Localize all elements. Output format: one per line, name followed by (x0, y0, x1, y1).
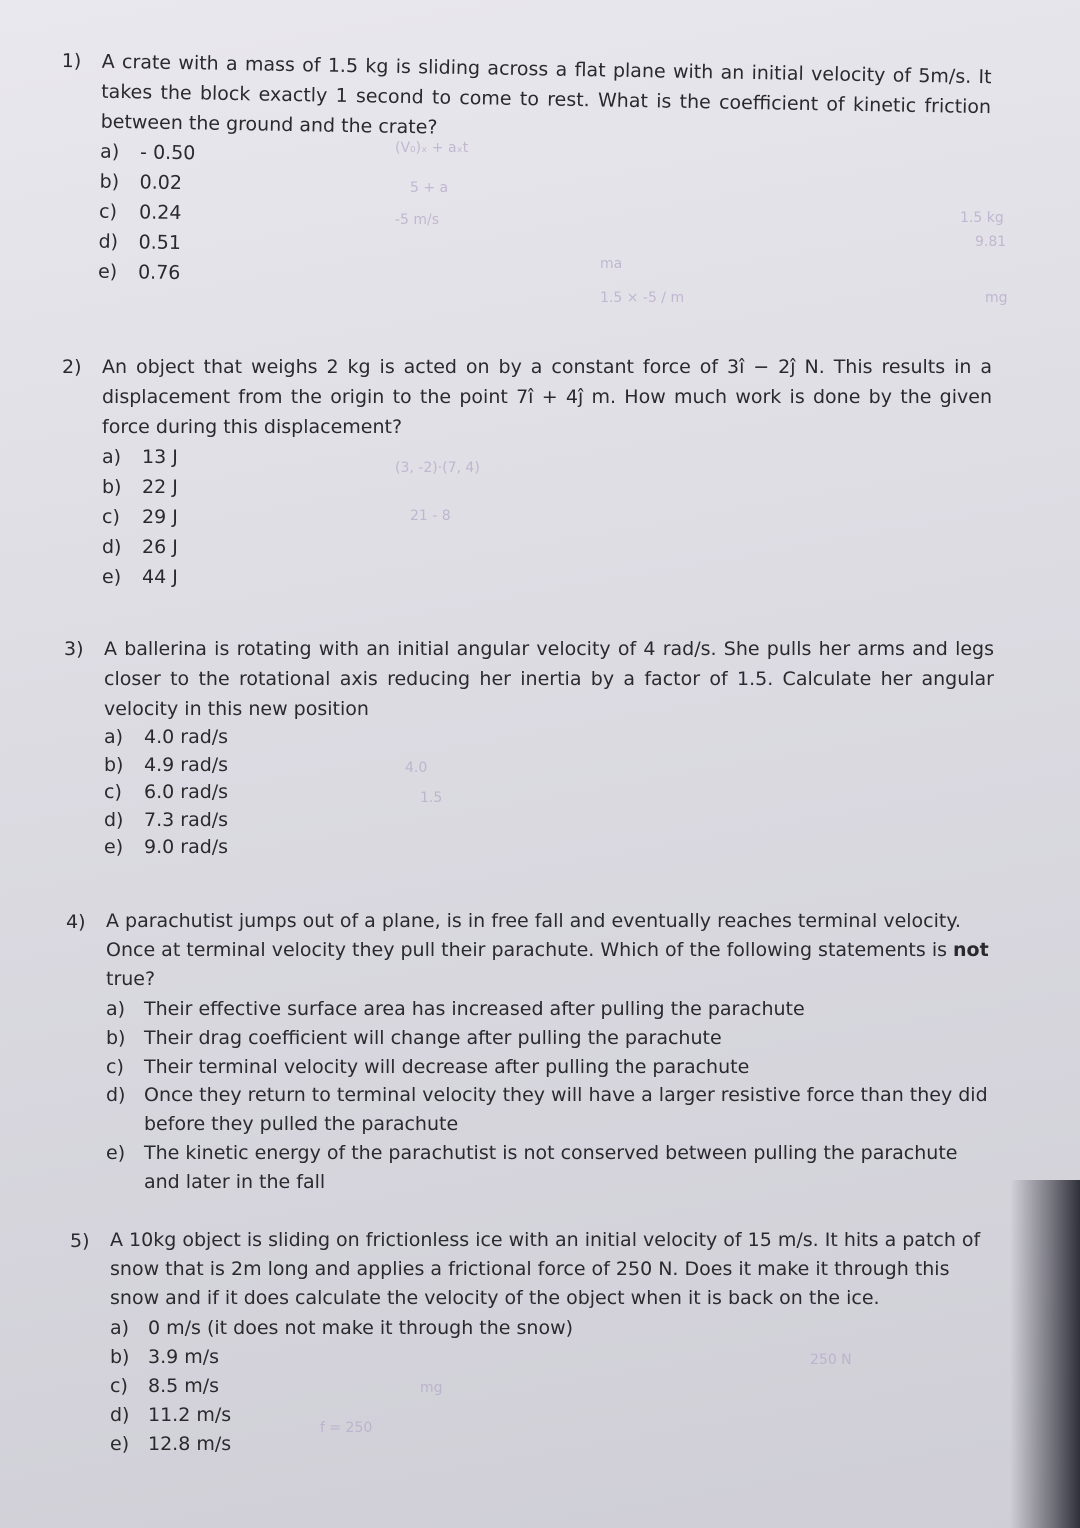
option-text: Their terminal velocity will decrease after pulling the parachute (144, 1056, 750, 1078)
option-letter: b) (110, 1346, 130, 1368)
option-text: 26 J (142, 536, 178, 558)
option-text: 44 J (142, 566, 178, 588)
option-text: Their drag coefficient will change after pulling the parachute (144, 1027, 722, 1049)
option-letter: c) (106, 1056, 124, 1078)
option-text: 4.9 rad/s (144, 753, 229, 776)
option-letter: e) (104, 836, 124, 858)
option-text: 3.9 m/s (148, 1346, 220, 1368)
option-letter: c) (98, 200, 118, 223)
option-text: 0.24 (138, 201, 182, 225)
handwriting-note: f = 250 (320, 1420, 373, 1436)
option-letter: d) (102, 536, 122, 558)
question-4 (66, 907, 996, 1197)
option-letter: d) (104, 808, 124, 831)
question-number: 5) (70, 1230, 90, 1252)
option-letter: d) (106, 1084, 126, 1106)
handwriting-note: 5 + a (410, 180, 449, 196)
answer-options (110, 1313, 1000, 1458)
question-number: 4) (66, 911, 86, 933)
question-text: A 10kg object is sliding on frictionless ice with an initial velocity of 15 m/s. It hits a patch of snow that is 2m long and applies a frictional force of 250 N. Does it make it through this snow and if it does calculate the velocity of the object when it is back on the ice. (110, 1229, 981, 1309)
option-letter: b) (102, 476, 122, 498)
answer-option-d (104, 807, 994, 835)
option-letter: a) (99, 140, 120, 164)
answer-option-c (104, 779, 994, 807)
option-letter: a) (104, 726, 124, 748)
handwriting-note: -5 m/s (395, 212, 440, 228)
question-3 (64, 634, 994, 862)
answer-option-e (106, 1139, 996, 1197)
question-number: 1) (61, 49, 82, 73)
option-text: Their effective surface area has increased after pulling the parachute (144, 998, 805, 1020)
answer-option-e (104, 834, 994, 862)
handwriting-note: 250 N (810, 1352, 852, 1368)
handwriting-note: 9.81 (975, 234, 1007, 250)
question-text (106, 907, 996, 994)
option-text: - 0.50 (139, 141, 196, 165)
answer-option-d (110, 1400, 1000, 1429)
answer-option-d (106, 1081, 996, 1139)
option-letter: d) (98, 230, 119, 254)
option-letter: e) (102, 566, 122, 588)
option-text: The kinetic energy of the parachutist is not conserved between pulling the parachute and later in the fall (144, 1142, 958, 1193)
handwriting-note: (3, -2)·(7, 4) (395, 460, 480, 476)
handwriting-note: 4.0 (405, 760, 428, 776)
answer-option-b (102, 472, 992, 502)
option-text: 0.51 (138, 231, 182, 255)
answer-option-b (104, 752, 994, 780)
handwriting-note: 1.5 kg (960, 210, 1004, 226)
option-text: 13 J (142, 446, 178, 468)
question-text: A ballerina is rotating with an initial angular velocity of 4 rad/s. She pulls her arms and legs closer to the rotational axis reducing her inertia by a factor of 1.5. Calculate her angular velocity in this new position (104, 638, 994, 720)
answer-option-c (110, 1371, 1000, 1400)
option-letter: a) (110, 1317, 130, 1339)
option-text: 0.76 (137, 261, 181, 285)
answer-option-a (102, 442, 992, 472)
question-1 (58, 46, 992, 302)
option-text: 22 J (142, 476, 178, 498)
option-letter: e) (106, 1142, 126, 1164)
answer-option-b (106, 1023, 996, 1052)
answer-option-a (106, 994, 996, 1023)
option-text: Once they return to terminal velocity they will have a larger resistive force than they did before they pulled the parachute (144, 1084, 988, 1135)
handwriting-note: 21 - 8 (410, 508, 451, 524)
question-text-part: true? (106, 968, 156, 990)
option-letter: e) (97, 260, 118, 283)
option-text: 7.3 rad/s (144, 808, 229, 831)
handwriting-note: (V₀)ₓ + aₓt (395, 140, 469, 156)
option-letter: a) (102, 446, 122, 468)
handwriting-note: 1.5 × -5 / m (600, 290, 685, 306)
answer-option-a (110, 1313, 1000, 1342)
option-letter: a) (106, 998, 126, 1020)
option-text: 9.0 rad/s (144, 836, 229, 858)
handwriting-note: 1.5 (420, 790, 443, 806)
answer-options (104, 724, 994, 862)
question-2 (62, 352, 992, 592)
option-letter: b) (99, 170, 120, 194)
option-letter: e) (110, 1433, 130, 1455)
answer-options (98, 137, 990, 303)
option-text: 29 J (142, 506, 178, 528)
option-text: 6.0 rad/s (144, 781, 229, 803)
answer-option-e (102, 562, 992, 592)
question-5 (70, 1226, 1000, 1458)
option-text: 4.0 rad/s (144, 726, 229, 748)
answer-option-c (102, 502, 992, 532)
option-letter: b) (106, 1027, 126, 1049)
option-text: 11.2 m/s (148, 1404, 232, 1426)
question-text: An object that weighs 2 kg is acted on by a constant force of 3î − 2ĵ N. This results in a displacement from the origin to the point 7î + 4ĵ m. How much work is done by the given force during this displacement? (102, 356, 992, 438)
option-letter: c) (110, 1375, 128, 1397)
option-text: 8.5 m/s (148, 1375, 220, 1397)
answer-options (102, 442, 992, 592)
option-letter: c) (104, 781, 122, 803)
handwriting-note: ma (600, 256, 623, 272)
option-text: 0 m/s (it does not make it through the snow) (148, 1317, 574, 1339)
question-number: 2) (62, 356, 82, 378)
option-text: 0.02 (139, 171, 183, 195)
handwriting-note: mg (985, 290, 1008, 306)
option-letter: d) (110, 1404, 130, 1426)
answer-option-c (106, 1052, 996, 1081)
question-text-part: A parachutist jumps out of a plane, is in free fall and eventually reaches terminal velocity. Once at terminal velocity they pull their parachute. Which of the following statements is (106, 910, 961, 961)
option-letter: b) (104, 753, 124, 776)
handwriting-note: mg (420, 1380, 443, 1396)
option-text: 12.8 m/s (148, 1433, 232, 1455)
answer-option-d (102, 532, 992, 562)
option-letter: c) (102, 506, 120, 528)
question-number: 3) (64, 638, 84, 660)
answer-options (106, 994, 996, 1197)
question-text-emphasis: not (953, 939, 989, 961)
answer-option-e (110, 1429, 1000, 1458)
page-edge-shadow (1010, 1180, 1080, 1528)
answer-option-b (110, 1342, 1000, 1371)
question-text: A crate with a mass of 1.5 kg is sliding across a flat plane with an initial velocity of 5m/s. It takes the block exactly 1 second to come to rest. What is the coefficient of kinetic friction between the ground and the crate? (100, 50, 992, 139)
answer-option-a (104, 724, 994, 752)
